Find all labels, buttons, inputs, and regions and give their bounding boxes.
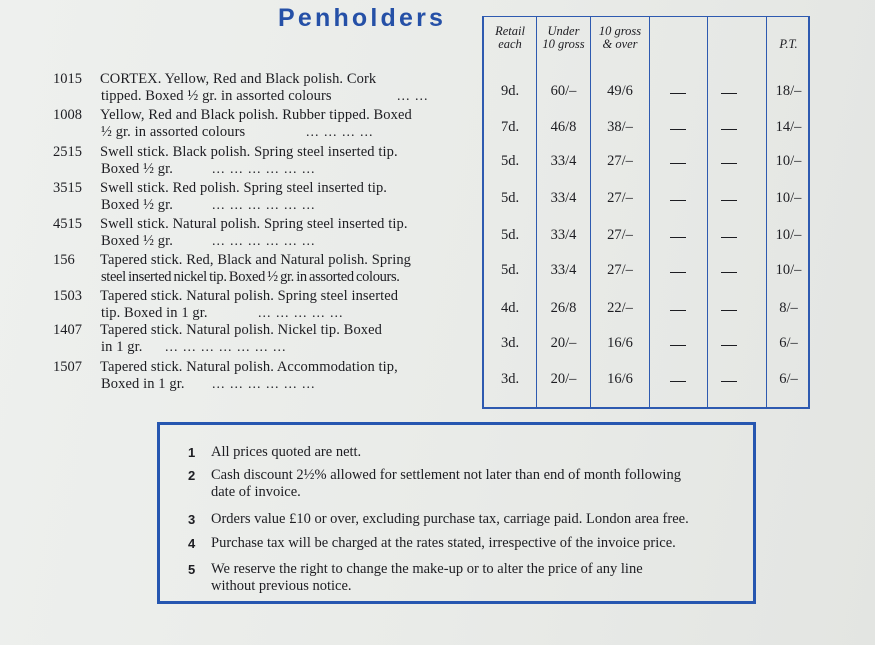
empty-cell-dash <box>670 93 686 94</box>
retail-price: 3d. <box>500 371 520 387</box>
leader-dots: ... ... ... ... ... ... <box>212 377 316 392</box>
product-description-line: Swell stick. Black polish. Spring steel inserted tip. <box>100 144 398 160</box>
term-text-line: Cash discount 2½% allowed for settlement not later than end of month following <box>211 467 681 483</box>
over-10-gross-price: 27/– <box>607 227 633 243</box>
over-10-gross-price: 16/6 <box>607 371 633 387</box>
product-code: 3515 <box>53 180 82 196</box>
header-under-line: Under <box>547 24 580 38</box>
purchase-tax: 18/– <box>775 83 802 99</box>
under-10-gross-price: 26/8 <box>550 300 577 316</box>
product-description-line: Boxed ½ gr. <box>101 197 173 213</box>
column-rule <box>707 16 708 409</box>
empty-cell-dash <box>670 163 686 164</box>
retail-price: 7d. <box>500 119 520 135</box>
product-description-line: Tapered stick. Natural polish. Accommodation tip, <box>100 359 398 375</box>
product-description-line: Boxed ½ gr. <box>101 233 173 249</box>
product-description-line: Swell stick. Red polish. Spring steel inserted tip. <box>100 180 388 196</box>
leader-dots: ... ... ... ... ... ... ... <box>165 340 287 355</box>
under-10-gross-price: 33/4 <box>550 190 577 206</box>
under-10-gross-price: 33/4 <box>550 227 577 243</box>
leader-dots: ... ... ... ... ... ... <box>212 162 316 177</box>
empty-cell-dash <box>721 163 737 164</box>
term-number: 1 <box>188 445 196 460</box>
retail-price: 3d. <box>500 335 520 351</box>
product-description-line: Yellow, Red and Black polish. Rubber tipped. Boxed <box>100 107 412 123</box>
header-under-line: 10 gross <box>542 37 585 51</box>
empty-cell-dash <box>670 272 686 273</box>
product-code: 4515 <box>53 216 82 232</box>
retail-price: 5d. <box>500 190 520 206</box>
column-rule <box>649 16 650 409</box>
empty-cell-dash <box>721 381 737 382</box>
under-10-gross-price: 46/8 <box>550 119 577 135</box>
header-under <box>537 25 590 51</box>
leader-dots: ... ... <box>397 89 429 104</box>
header-retail <box>484 25 536 51</box>
purchase-tax: 10/– <box>775 227 802 243</box>
product-description-line: Swell stick. Natural polish. Spring steel inserted tip. <box>100 216 408 232</box>
under-10-gross-price: 60/– <box>550 83 577 99</box>
retail-price: 5d. <box>500 262 520 278</box>
retail-price: 4d. <box>500 300 520 316</box>
over-10-gross-price: 16/6 <box>607 335 633 351</box>
leader-dots: ... ... ... ... <box>306 125 374 140</box>
product-description-line: CORTEX. Yellow, Red and Black polish. Cork <box>100 71 377 87</box>
retail-price: 5d. <box>500 153 520 169</box>
leader-dots: ... ... ... ... ... ... <box>212 198 316 213</box>
term-text-line: Purchase tax will be charged at the rates stated, irrespective of the invoice price. <box>211 535 676 551</box>
empty-cell-dash <box>670 381 686 382</box>
header-over <box>591 25 649 51</box>
product-description-line: steel inserted nickel tip. Boxed ½ gr. in assorted colours. <box>101 269 400 285</box>
under-10-gross-price: 33/4 <box>550 153 577 169</box>
empty-cell-dash <box>721 237 737 238</box>
product-description-line: in 1 gr. <box>101 339 143 355</box>
header-retail-line: Retail <box>495 24 525 38</box>
page-title: Penholders <box>278 4 447 32</box>
empty-cell-dash <box>721 200 737 201</box>
leader-dots: ... ... ... ... ... ... <box>212 234 316 249</box>
purchase-tax: 10/– <box>775 153 802 169</box>
header-retail-line: each <box>498 37 522 51</box>
over-10-gross-price: 27/– <box>607 190 633 206</box>
product-code: 1407 <box>53 322 82 338</box>
header-pt: P.T. <box>779 37 798 51</box>
product-code: 1008 <box>53 107 82 123</box>
under-10-gross-price: 20/– <box>550 371 577 387</box>
over-10-gross-price: 38/– <box>607 119 633 135</box>
over-10-gross-price: 27/– <box>607 153 633 169</box>
product-description-line: tip. Boxed in 1 gr. <box>101 305 208 321</box>
header-over-line: & over <box>602 37 638 51</box>
empty-cell-dash <box>670 200 686 201</box>
product-description-line: Boxed ½ gr. <box>101 161 173 177</box>
product-code: 2515 <box>53 144 82 160</box>
term-text-line: All prices quoted are nett. <box>211 444 362 460</box>
over-10-gross-price: 27/– <box>607 262 633 278</box>
purchase-tax: 6/– <box>779 371 798 387</box>
empty-cell-dash <box>721 272 737 273</box>
term-number: 3 <box>188 512 196 527</box>
empty-cell-dash <box>670 345 686 346</box>
under-10-gross-price: 20/– <box>550 335 577 351</box>
empty-cell-dash <box>670 310 686 311</box>
product-description-line: Tapered stick. Natural polish. Nickel tip. Boxed <box>100 322 383 338</box>
product-code: 1015 <box>53 71 82 87</box>
empty-cell-dash <box>721 129 737 130</box>
empty-cell-dash <box>721 310 737 311</box>
empty-cell-dash <box>670 129 686 130</box>
leader-dots: ... ... ... ... ... <box>258 306 344 321</box>
product-code: 156 <box>53 252 75 268</box>
retail-price: 9d. <box>500 83 520 99</box>
term-number: 2 <box>188 468 196 483</box>
over-10-gross-price: 49/6 <box>607 83 633 99</box>
empty-cell-dash <box>721 93 737 94</box>
purchase-tax: 10/– <box>775 190 802 206</box>
term-number: 4 <box>188 536 196 551</box>
term-text-line: We reserve the right to change the make-up or to alter the price of any line <box>211 561 643 577</box>
product-description-line: Tapered stick. Natural polish. Spring steel inserted <box>100 288 399 304</box>
header-over-line: 10 gross <box>598 24 642 38</box>
purchase-tax: 14/– <box>775 119 802 135</box>
product-description-line: tipped. Boxed ½ gr. in assorted colours <box>101 88 332 104</box>
empty-cell-dash <box>670 237 686 238</box>
purchase-tax: 10/– <box>775 262 802 278</box>
product-description-line: Boxed in 1 gr. <box>101 376 185 392</box>
retail-price: 5d. <box>500 227 520 243</box>
term-text-line: Orders value £10 or over, excluding purchase tax, carriage paid. London area free. <box>211 511 689 527</box>
product-description-line: Tapered stick. Red, Black and Natural polish. Spring <box>100 252 412 268</box>
purchase-tax: 8/– <box>779 300 798 316</box>
product-code: 1507 <box>53 359 82 375</box>
term-text-line: without previous notice. <box>211 578 352 594</box>
term-text-line: date of invoice. <box>211 484 301 500</box>
term-number: 5 <box>188 562 196 577</box>
empty-cell-dash <box>721 345 737 346</box>
under-10-gross-price: 33/4 <box>550 262 577 278</box>
over-10-gross-price: 22/– <box>607 300 633 316</box>
product-code: 1503 <box>53 288 82 304</box>
purchase-tax: 6/– <box>779 335 798 351</box>
product-description-line: ½ gr. in assorted colours <box>101 124 246 140</box>
